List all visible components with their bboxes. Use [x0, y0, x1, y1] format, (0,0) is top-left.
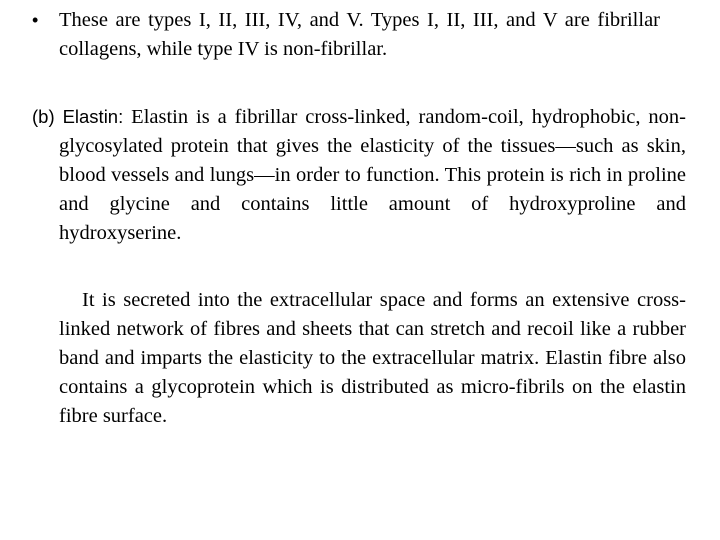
elastin-marker: (b): [32, 106, 55, 127]
bullet-marker: •: [32, 10, 39, 30]
collagen-types-bullet: [32, 6, 660, 64]
elastin-text: Elastin is a fibrillar cross-linked, random-coil, hydrophobic, non-glycosylated protein that gives the elasticity of the tissues—such as skin, blood vessels and lungs—in order to function. This protein is rich in proline and glycine and contains little amount of hydroxyproline and hydroxyserine.: [59, 106, 686, 244]
elastin-secretion-paragraph: [32, 286, 686, 431]
secretion-text: It is secreted into the extracellular space and forms an extensive cross-linked network of fibres and sheets that can stretch and recoil like a rubber band and imparts the elasticity to the extracellular matrix. Elastin fibre also contains a glycoprotein which is distributed as micro-fibrils on the elastin fibre surface.: [59, 289, 686, 427]
collagen-types-text: These are types I, II, III, IV, and V. Types I, II, III, and V are fibrillar collagens, while type IV is non-fibrillar.: [59, 9, 660, 60]
elastin-paragraph: [32, 102, 686, 248]
elastin-heading: Elastin:: [62, 106, 124, 127]
